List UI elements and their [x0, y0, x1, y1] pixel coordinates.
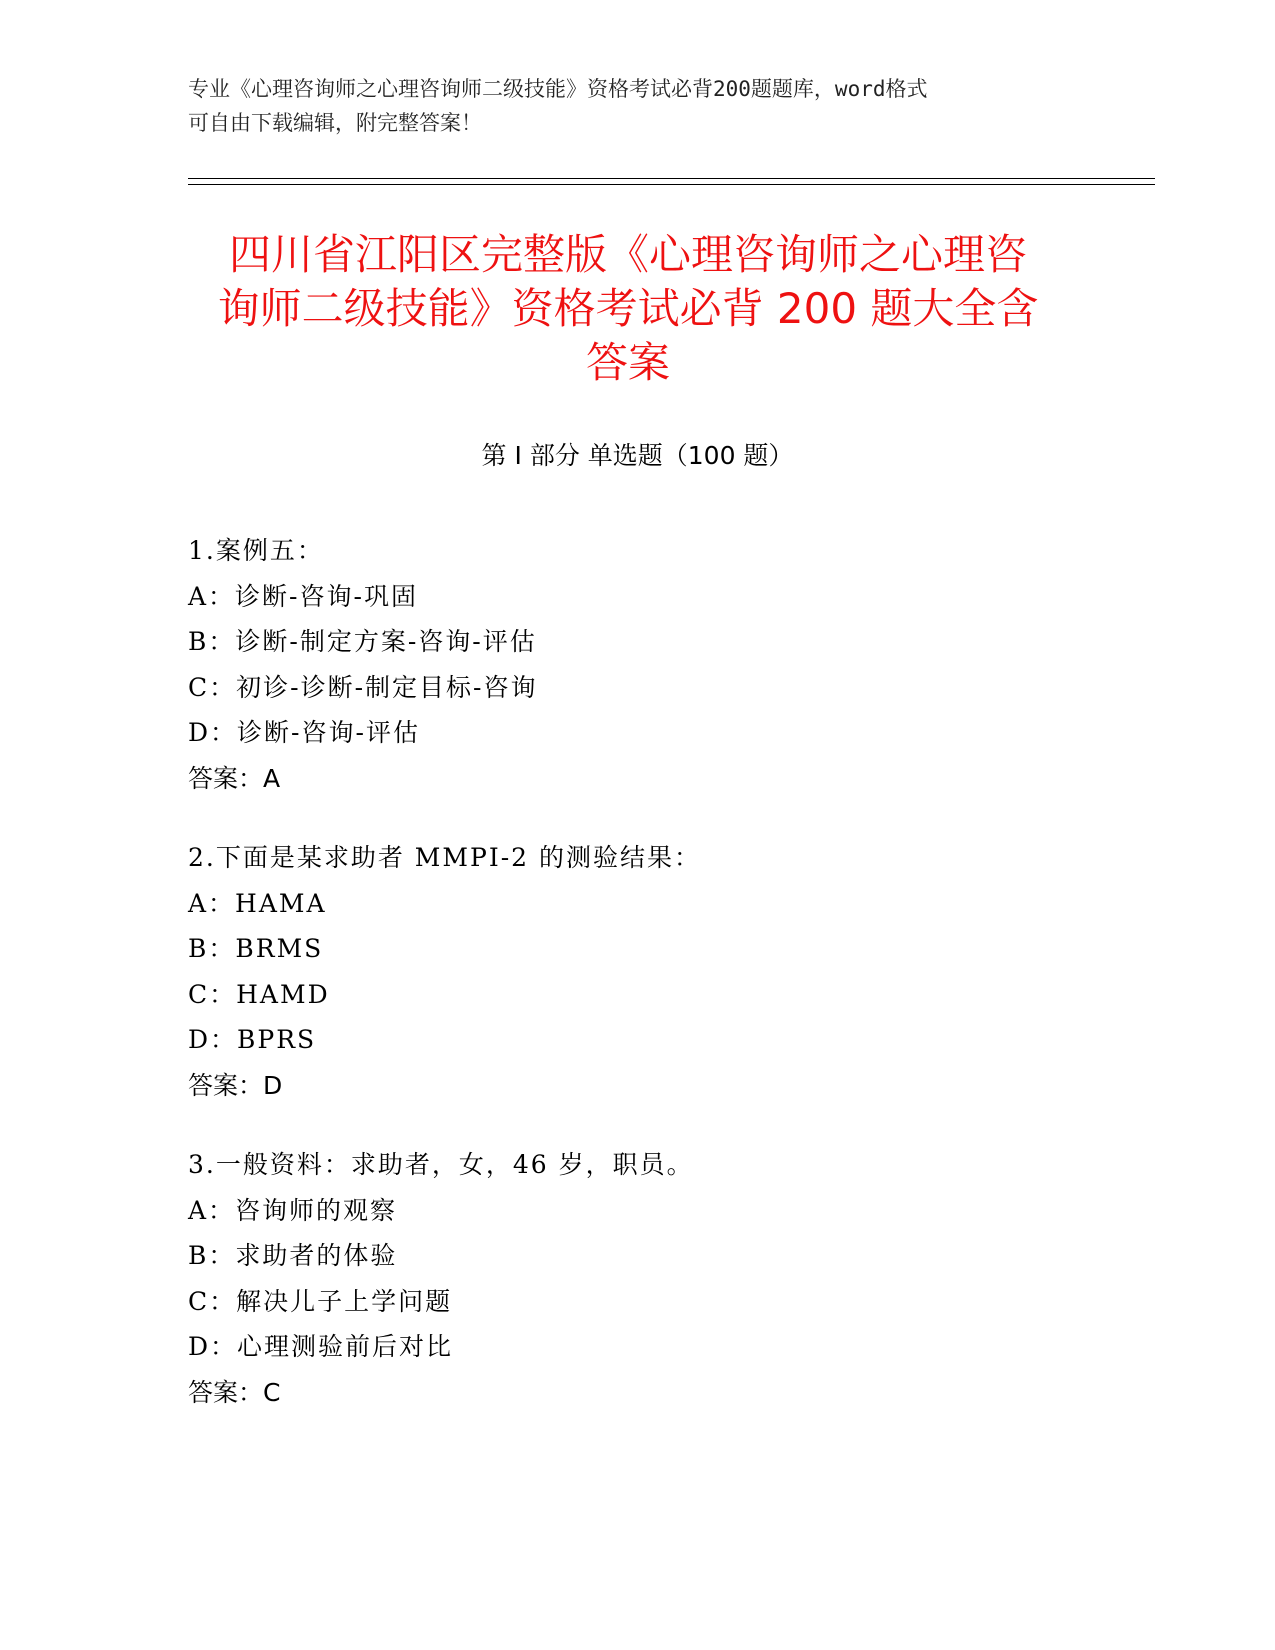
- option-a: A：咨询师的观察: [188, 1195, 398, 1225]
- question-stem: 2.下面是某求助者 MMPI-2 的测验结果：: [188, 843, 701, 872]
- option-a: A：诊断-咨询-巩固: [188, 581, 418, 611]
- header-divider-top: [188, 178, 1155, 179]
- option-a: A：HAMA: [188, 888, 327, 918]
- option-b: B：诊断-制定方案-咨询-评估: [188, 627, 537, 656]
- document-title-line-3: 答案: [585, 338, 670, 387]
- option-b: B：BRMS: [188, 934, 324, 963]
- document-title-line-2: 询师二级技能》资格考试必背 200 题大全含: [217, 284, 1039, 333]
- option-c: C：初诊-诊断-制定目标-咨询: [188, 672, 538, 702]
- question-1: [188, 528, 1088, 801]
- option-b: B：求助者的体验: [188, 1241, 398, 1270]
- answer-line: 答案：C: [188, 1377, 281, 1407]
- question-stem: 1.案例五：: [188, 536, 324, 565]
- question-2: [188, 835, 1088, 1108]
- section-heading: 第 I 部分 单选题（100 题）: [481, 441, 794, 470]
- document-title-line-1: 四川省江阳区完整版《心理咨询师之心理咨: [228, 230, 1027, 279]
- document-title: [188, 228, 1068, 390]
- option-d: D：心理测验前后对比: [188, 1332, 454, 1361]
- option-d: D：诊断-咨询-评估: [188, 718, 420, 747]
- question-list: [188, 528, 1088, 1449]
- answer-line: 答案：D: [188, 1070, 283, 1100]
- option-c: C：解决儿子上学问题: [188, 1286, 453, 1316]
- header-note-line-2: 可自由下载编辑，附完整答案！: [188, 111, 482, 135]
- option-d: D：BPRS: [188, 1025, 317, 1054]
- answer-line: 答案：A: [188, 763, 281, 793]
- header-note-line-1: 专业《心理咨询师之心理咨询师二级技能》资格考试必背200题题库，word格式: [188, 77, 928, 101]
- header-divider-bottom: [188, 184, 1155, 185]
- option-c: C：HAMD: [188, 979, 330, 1009]
- question-stem: 3.一般资料：求助者，女，46 岁，职员。: [188, 1150, 694, 1179]
- header-note: [188, 72, 1068, 140]
- question-3: [188, 1142, 1088, 1415]
